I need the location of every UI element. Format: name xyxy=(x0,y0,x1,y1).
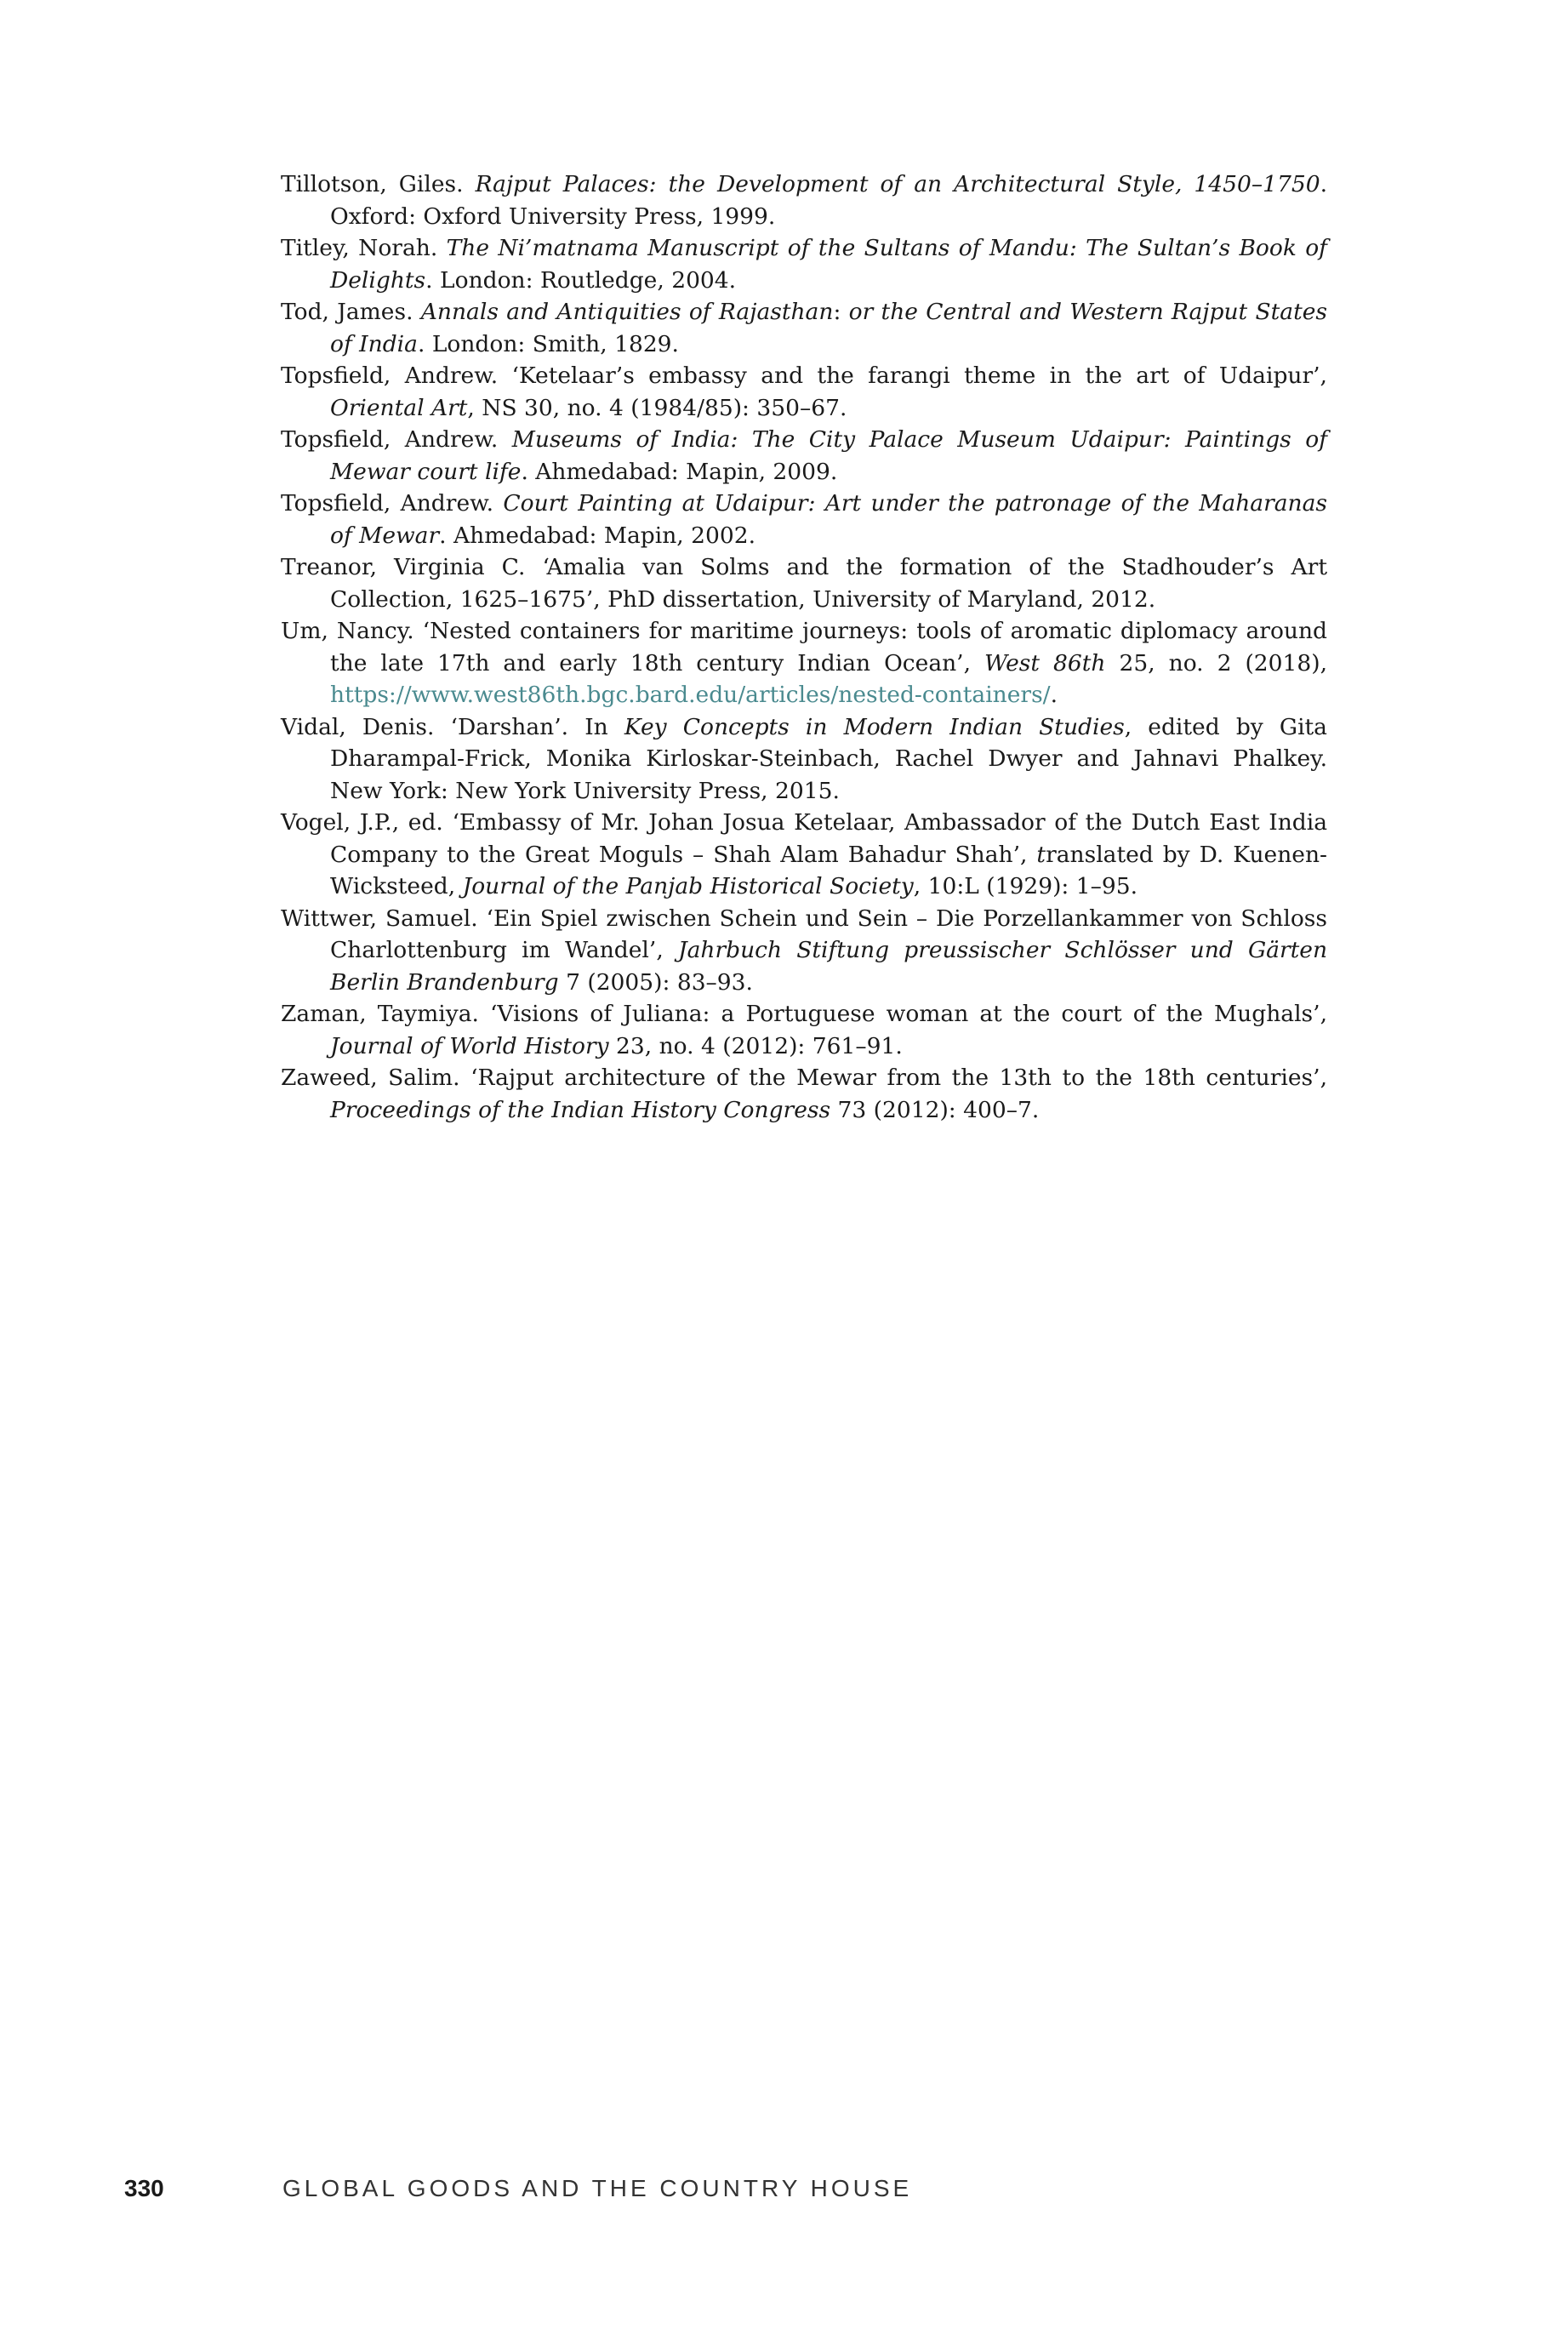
italic-title: Oriental Art xyxy=(330,394,468,421)
bibliography-entry xyxy=(281,168,1327,232)
entry-text: 23, no. 4 (2012): 761–91. xyxy=(608,1032,903,1059)
entry-text: . London: Routledge, 2004. xyxy=(425,266,737,294)
bibliography-entry xyxy=(281,551,1327,615)
entry-text: Titley, Norah. xyxy=(281,235,447,261)
bibliography-entry xyxy=(281,615,1327,711)
italic-title: t xyxy=(1036,841,1046,868)
entry-text: , edited by Gita Dharampal-Frick, Monika Kirloskar-Steinbach, Rachel Dwyer and Jahnavi Phalkey. New York: New York University Press, 2015. xyxy=(330,713,1327,804)
bibliography-entry xyxy=(281,807,1327,903)
entry-text: Tod, James. xyxy=(281,299,421,325)
entry-text: 25, no. 2 (2018), xyxy=(1105,649,1327,676)
bibliography-entry xyxy=(281,711,1327,808)
entry-text: 73 (2012): 400–7. xyxy=(830,1096,1040,1123)
entry-text: Zaman, Taymiya. ‘Visions of Juliana: a Portuguese woman at the court of the Mughals’, xyxy=(281,1001,1327,1027)
entry-text: Topsfield, Andrew. ‘Ketelaar’s embassy and the farangi theme in the art of Udaipur’, xyxy=(281,363,1327,389)
italic-title: Court Painting at Udaipur: Art under the patronage of the Maharanas of Mewar xyxy=(330,490,1327,549)
italic-title: Journal of World History xyxy=(330,1032,609,1059)
bibliography-entry xyxy=(281,998,1327,1062)
entry-text: Wittwer, Samuel. ‘Ein Spiel zwischen Schein und Sein – Die Porzellankammer von Schloss Charlottenburg im Wandel’, xyxy=(281,905,1327,963)
italic-title: or the Central and Western Rajput States of India xyxy=(330,299,1328,357)
entry-text: Topsfield, Andrew. xyxy=(281,426,512,453)
italic-title: Museums of India: The City Palace Museum Udaipur: Paintings of Mewar court life xyxy=(330,426,1327,485)
entry-text: . Ahmedabad: Mapin, 2009. xyxy=(521,458,838,485)
bibliography-list xyxy=(281,168,1327,1126)
entry-text: Treanor, Virginia C. ‘Amalia van Solms and the formation of the Stadhouder’s Art Collection, 1625–1675’, PhD dissertation, University of Maryland, 2012. xyxy=(281,554,1327,613)
entry-text: Vogel, J.P., ed. ‘Embassy of Mr. Johan Josua Ketelaar, Ambassador of the Dutch East India Company to the Great Moguls – Shah Alam Bahadur Shah’, xyxy=(281,809,1327,868)
running-head: GLOBAL GOODS AND THE COUNTRY HOUSE xyxy=(282,2175,913,2201)
entry-text: : xyxy=(833,299,849,325)
italic-title: Annals and Antiquities of Rajasthan xyxy=(420,299,834,325)
page-number: 330 xyxy=(124,2175,164,2201)
entry-text: Tillotson, Giles. xyxy=(281,171,476,197)
italic-title: Journal of the Panjab Historical Society xyxy=(462,873,914,899)
page-footer xyxy=(124,2175,1315,2209)
entry-text: Topsfield, Andrew. xyxy=(281,490,504,517)
bibliography-entry xyxy=(281,232,1327,296)
entry-text: . Ahmedabad: Mapin, 2002. xyxy=(439,522,756,549)
entry-text: , NS 30, no. 4 (1984/85): 350–67. xyxy=(467,394,847,421)
bibliography-entry xyxy=(281,488,1327,551)
italic-title: West 86th xyxy=(984,649,1106,676)
entry-text: Zaweed, Salim. ‘Rajput architecture of the Mewar from the 13th to the 18th centuries’, xyxy=(281,1065,1327,1091)
entry-text: , 10:L (1929): 1–95. xyxy=(913,873,1138,899)
entry-text: Um, Nancy. ‘Nested containers for maritime journeys: tools of aromatic diplomacy around the late 17th and early 18th century Indian Ocean’, xyxy=(281,618,1327,676)
entry-text: Vidal, Denis. ‘Darshan’. In xyxy=(281,713,624,740)
italic-title: Key Concepts in Modern Indian Studies xyxy=(624,713,1125,740)
entry-text: 7 (2005): 83–93. xyxy=(558,968,753,996)
italic-title: The Ni’matnama Manuscript of the Sultans of Mandu: The Sultan’s Book of Delights xyxy=(330,235,1327,294)
bibliography-entry xyxy=(281,360,1327,424)
entry-text: . xyxy=(1050,682,1058,708)
entry-text: ranslated by D. Kuenen-Wicksteed, xyxy=(330,841,1327,899)
italic-title: Jahrbuch Stiftung preussischer Schlösser und Gärten Berlin Brandenburg xyxy=(330,937,1328,996)
entry-text: . Oxford: Oxford University Press, 1999. xyxy=(330,171,1327,230)
bibliography-entry xyxy=(281,424,1327,488)
italic-title: Proceedings of the Indian History Congress xyxy=(330,1096,831,1123)
bibliography-entry xyxy=(281,903,1327,999)
bibliography-entry xyxy=(281,1062,1327,1126)
entry-text: . London: Smith, 1829. xyxy=(417,330,679,357)
reference-link[interactable]: https://www.west86th.bgc.bard.edu/articles/nested-containers/ xyxy=(330,682,1051,708)
italic-title: Rajput Palaces: the Development of an Architectural Style, 1450–1750 xyxy=(475,171,1320,197)
bibliography-entry xyxy=(281,296,1327,360)
